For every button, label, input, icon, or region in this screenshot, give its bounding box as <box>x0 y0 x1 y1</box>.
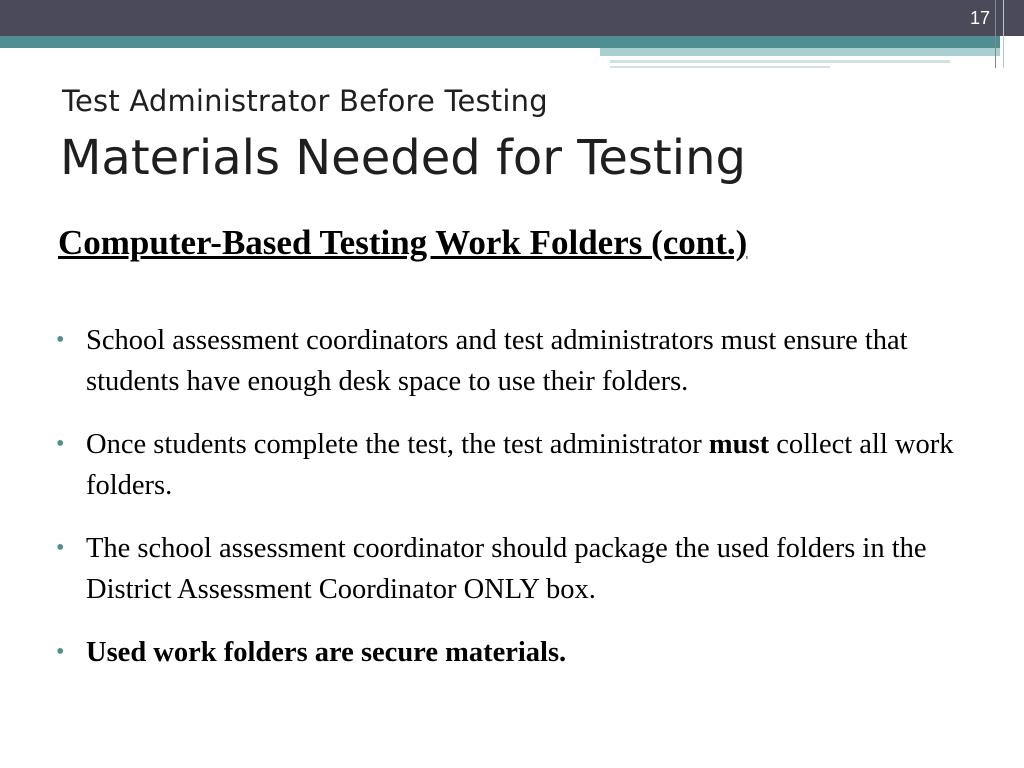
bullet-item <box>56 424 1006 506</box>
bullet-emphasis: must <box>708 429 770 460</box>
header-accent-line <box>610 60 950 63</box>
header-accent-line-short <box>610 66 830 68</box>
bullet-text: The school assessment coordinator should package the used folders in the District Assessment Coordinator ONLY box. <box>86 533 927 605</box>
slide-subtitle: Test Administrator Before Testing <box>62 84 548 118</box>
bullet-text-after: collect all work folders. <box>86 429 954 501</box>
bullet-item <box>56 320 1006 402</box>
bullet-icon: • <box>56 327 65 353</box>
bullet-list <box>56 320 1006 695</box>
bullet-icon: • <box>56 639 65 665</box>
bullet-text: School assessment coordinators and test administrators must ensure that students have enough desk space to use their folders. <box>86 325 908 397</box>
header-bar <box>0 0 1024 36</box>
slide-title: Materials Needed for Testing <box>60 130 746 186</box>
bullet-text-before: Once students complete the test, the test administrator <box>86 429 709 460</box>
bullet-icon: • <box>56 535 65 561</box>
header-divider-line-light <box>1003 0 1004 68</box>
bullet-text <box>86 429 953 501</box>
bullet-item <box>56 632 1006 673</box>
section-heading: Computer-Based Testing Work Folders (cont.) <box>58 223 748 262</box>
slide-number: 17 <box>969 8 990 28</box>
header-divider-line <box>995 0 996 68</box>
header-accent-band <box>0 36 1000 48</box>
header-accent-light <box>600 48 1000 56</box>
bullet-text: Used work folders are secure materials. <box>86 637 567 668</box>
bullet-icon: • <box>56 431 65 457</box>
bullet-item <box>56 528 1006 610</box>
